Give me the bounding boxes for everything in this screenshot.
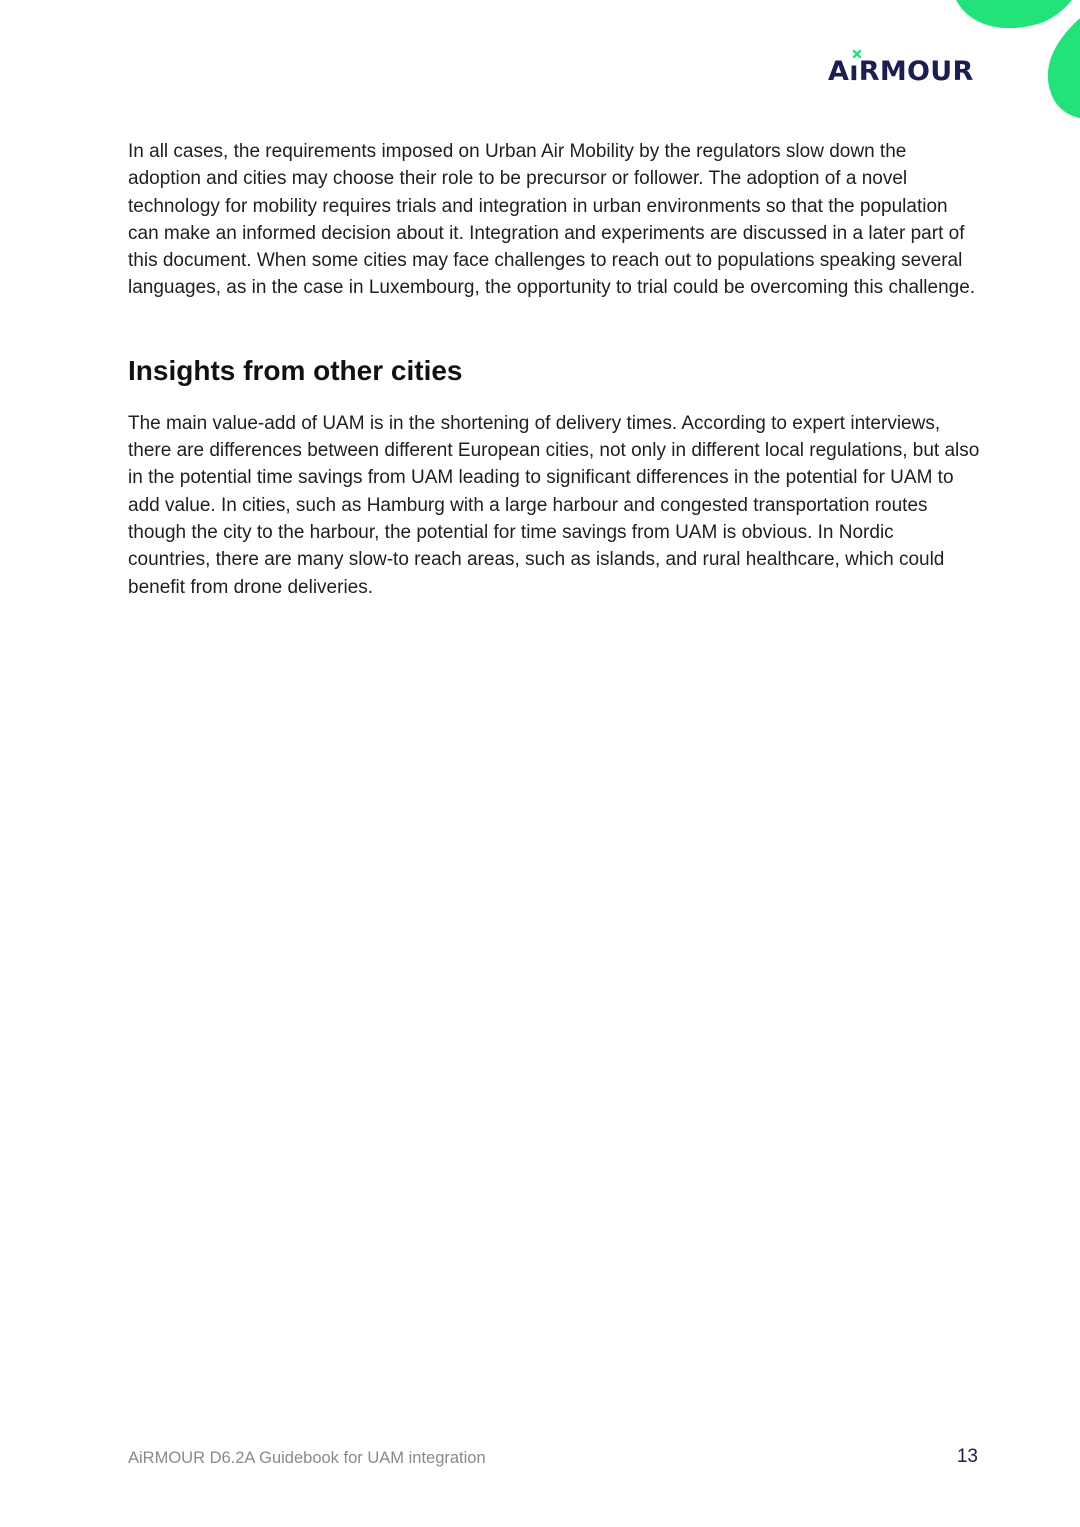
airmour-logo	[828, 44, 980, 88]
page-content	[128, 138, 980, 601]
body-paragraph: The main value-add of UAM is in the shortening of delivery times. According to expert interviews, there are differences between different European cities, not only in different local regulations, but also in the potential time savings from UAM leading to significant differences in the potential for UAM to add value. In cities, such as Hamburg with a large harbour and congested transportation routes though the city to the harbour, the potential for time savings from UAM is obvious. In Nordic countries, there are many slow-to reach areas, such as islands, and rural healthcare, which could benefit from drone deliveries.	[128, 412, 980, 598]
svg-text:AıRMOUR: AıRMOUR	[828, 56, 974, 87]
footer-document-title: AiRMOUR D6.2A Guidebook for UAM integration	[128, 1449, 486, 1467]
body-paragraph: In all cases, the requirements imposed on Urban Air Mobility by the regulators slow down the adoption and cities may choose their role to be precursor or follower. The adoption of a novel technology for mobility requires trials and integration in urban environments so that the population can make an informed decision about it. Integration and experiments are discussed in a later part of this document. When some cities may face challenges to reach out to populations speaking several languages, as in the case in Luxembourg, the opportunity to trial could be overcoming this challenge.	[128, 141, 976, 299]
section-heading: Insights from other cities	[128, 354, 463, 386]
airmour-logo-wordmark	[828, 44, 980, 88]
page-number: 13	[956, 1446, 978, 1467]
